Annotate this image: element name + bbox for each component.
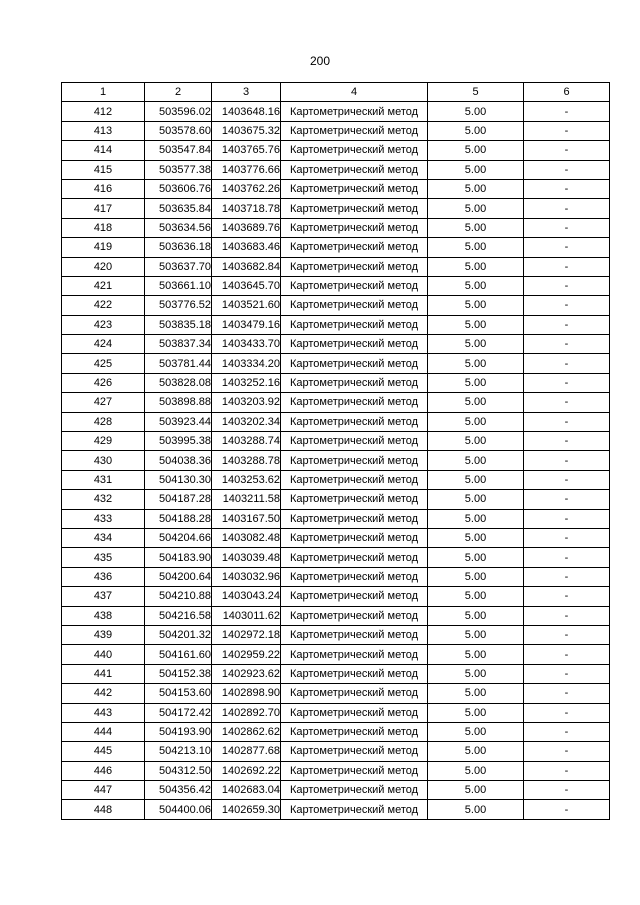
note-cell: - [524,160,610,179]
column-header: 4 [281,83,428,102]
x-coordinate-cell: 503577.38 [145,160,212,179]
x-coordinate-cell: 504188.28 [145,509,212,528]
note-cell: - [524,800,610,819]
point-number-cell: 419 [62,238,145,257]
method-cell: Картометрический метод [281,276,428,295]
table-row [62,587,610,606]
note-cell: - [524,625,610,644]
point-number-cell: 420 [62,257,145,276]
method-cell: Картометрический метод [281,412,428,431]
point-number-cell: 418 [62,218,145,237]
table-row [62,781,610,800]
y-coordinate-cell: 1403683.46 [212,238,281,257]
x-coordinate-cell: 504213.10 [145,742,212,761]
method-cell: Картометрический метод [281,781,428,800]
point-number-cell: 430 [62,451,145,470]
accuracy-cell: 5.00 [428,509,524,528]
point-number-cell: 444 [62,722,145,741]
x-coordinate-cell: 504183.90 [145,548,212,567]
note-cell: - [524,645,610,664]
note-cell: - [524,393,610,412]
point-number-cell: 426 [62,373,145,392]
note-cell: - [524,199,610,218]
y-coordinate-cell: 1402692.22 [212,761,281,780]
x-coordinate-cell: 503578.60 [145,121,212,140]
x-coordinate-cell: 503781.44 [145,354,212,373]
note-cell: - [524,335,610,354]
x-coordinate-cell: 503634.56 [145,218,212,237]
accuracy-cell: 5.00 [428,121,524,140]
point-number-cell: 442 [62,684,145,703]
table-row [62,257,610,276]
accuracy-cell: 5.00 [428,761,524,780]
note-cell: - [524,179,610,198]
point-number-cell: 434 [62,528,145,547]
accuracy-cell: 5.00 [428,141,524,160]
method-cell: Картометрический метод [281,800,428,819]
note-cell: - [524,102,610,121]
method-cell: Картометрический метод [281,432,428,451]
y-coordinate-cell: 1402877.68 [212,742,281,761]
note-cell: - [524,587,610,606]
accuracy-cell: 5.00 [428,490,524,509]
table-row [62,509,610,528]
point-number-cell: 436 [62,567,145,586]
note-cell: - [524,218,610,237]
table-row [62,742,610,761]
note-cell: - [524,141,610,160]
table-row [62,412,610,431]
y-coordinate-cell: 1402862.62 [212,722,281,741]
accuracy-cell: 5.00 [428,315,524,334]
y-coordinate-cell: 1403288.78 [212,451,281,470]
y-coordinate-cell: 1403203.92 [212,393,281,412]
note-cell: - [524,412,610,431]
accuracy-cell: 5.00 [428,684,524,703]
y-coordinate-cell: 1403288.74 [212,432,281,451]
note-cell: - [524,528,610,547]
y-coordinate-cell: 1403645.70 [212,276,281,295]
note-cell: - [524,548,610,567]
x-coordinate-cell: 503635.84 [145,199,212,218]
accuracy-cell: 5.00 [428,587,524,606]
method-cell: Картометрический метод [281,160,428,179]
x-coordinate-cell: 504130.30 [145,470,212,489]
note-cell: - [524,276,610,295]
table-row [62,296,610,315]
coordinates-table [61,82,610,820]
point-number-cell: 414 [62,141,145,160]
note-cell: - [524,684,610,703]
y-coordinate-cell: 1403689.76 [212,218,281,237]
y-coordinate-cell: 1403682.84 [212,257,281,276]
header-row [62,83,610,102]
table-row [62,121,610,140]
table-body [62,102,610,819]
note-cell: - [524,567,610,586]
y-coordinate-cell: 1403082.48 [212,528,281,547]
y-coordinate-cell: 1403043.24 [212,587,281,606]
note-cell: - [524,432,610,451]
accuracy-cell: 5.00 [428,625,524,644]
method-cell: Картометрический метод [281,567,428,586]
note-cell: - [524,606,610,625]
accuracy-cell: 5.00 [428,606,524,625]
point-number-cell: 425 [62,354,145,373]
table-row [62,625,610,644]
y-coordinate-cell: 1403039.48 [212,548,281,567]
table-row [62,761,610,780]
note-cell: - [524,257,610,276]
y-coordinate-cell: 1403776.66 [212,160,281,179]
x-coordinate-cell: 504312.50 [145,761,212,780]
y-coordinate-cell: 1403011.62 [212,606,281,625]
note-cell: - [524,761,610,780]
x-coordinate-cell: 504193.90 [145,722,212,741]
x-coordinate-cell: 504038.36 [145,451,212,470]
method-cell: Картометрический метод [281,470,428,489]
x-coordinate-cell: 504356.42 [145,781,212,800]
y-coordinate-cell: 1403675.32 [212,121,281,140]
table-row [62,199,610,218]
x-coordinate-cell: 504153.60 [145,684,212,703]
method-cell: Картометрический метод [281,102,428,121]
method-cell: Картометрический метод [281,315,428,334]
accuracy-cell: 5.00 [428,276,524,295]
table-row [62,664,610,683]
point-number-cell: 429 [62,432,145,451]
accuracy-cell: 5.00 [428,218,524,237]
point-number-cell: 416 [62,179,145,198]
method-cell: Картометрический метод [281,199,428,218]
accuracy-cell: 5.00 [428,567,524,586]
x-coordinate-cell: 503995.38 [145,432,212,451]
table-row [62,276,610,295]
method-cell: Картометрический метод [281,528,428,547]
point-number-cell: 427 [62,393,145,412]
x-coordinate-cell: 503661.10 [145,276,212,295]
note-cell: - [524,238,610,257]
accuracy-cell: 5.00 [428,800,524,819]
accuracy-cell: 5.00 [428,664,524,683]
table-row [62,451,610,470]
method-cell: Картометрический метод [281,509,428,528]
table-row [62,160,610,179]
method-cell: Картометрический метод [281,393,428,412]
accuracy-cell: 5.00 [428,645,524,664]
method-cell: Картометрический метод [281,606,428,625]
table-row [62,470,610,489]
table-row [62,606,610,625]
x-coordinate-cell: 504152.38 [145,664,212,683]
column-header: 5 [428,83,524,102]
y-coordinate-cell: 1403648.16 [212,102,281,121]
y-coordinate-cell: 1403521.60 [212,296,281,315]
point-number-cell: 412 [62,102,145,121]
point-number-cell: 446 [62,761,145,780]
accuracy-cell: 5.00 [428,373,524,392]
method-cell: Картометрический метод [281,761,428,780]
table-row [62,238,610,257]
table-row [62,315,610,334]
y-coordinate-cell: 1402972.18 [212,625,281,644]
x-coordinate-cell: 504172.42 [145,703,212,722]
x-coordinate-cell: 504216.58 [145,606,212,625]
y-coordinate-cell: 1403765.76 [212,141,281,160]
note-cell: - [524,703,610,722]
x-coordinate-cell: 503776.52 [145,296,212,315]
method-cell: Картометрический метод [281,548,428,567]
y-coordinate-cell: 1403211.58 [212,490,281,509]
y-coordinate-cell: 1402923.62 [212,664,281,683]
method-cell: Картометрический метод [281,218,428,237]
y-coordinate-cell: 1403252.16 [212,373,281,392]
accuracy-cell: 5.00 [428,179,524,198]
table-row [62,141,610,160]
table-row [62,703,610,722]
point-number-cell: 438 [62,606,145,625]
y-coordinate-cell: 1403202.34 [212,412,281,431]
note-cell: - [524,490,610,509]
point-number-cell: 448 [62,800,145,819]
table-row [62,567,610,586]
method-cell: Картометрический метод [281,645,428,664]
point-number-cell: 428 [62,412,145,431]
x-coordinate-cell: 503636.18 [145,238,212,257]
method-cell: Картометрический метод [281,722,428,741]
accuracy-cell: 5.00 [428,102,524,121]
y-coordinate-cell: 1403433.70 [212,335,281,354]
method-cell: Картометрический метод [281,625,428,644]
method-cell: Картометрический метод [281,451,428,470]
point-number-cell: 439 [62,625,145,644]
page-number: 200 [309,54,331,68]
point-number-cell: 441 [62,664,145,683]
y-coordinate-cell: 1403334.20 [212,354,281,373]
point-number-cell: 445 [62,742,145,761]
x-coordinate-cell: 503835.18 [145,315,212,334]
x-coordinate-cell: 504187.28 [145,490,212,509]
x-coordinate-cell: 504161.60 [145,645,212,664]
x-coordinate-cell: 503898.88 [145,393,212,412]
point-number-cell: 443 [62,703,145,722]
accuracy-cell: 5.00 [428,548,524,567]
note-cell: - [524,315,610,334]
method-cell: Картометрический метод [281,587,428,606]
accuracy-cell: 5.00 [428,470,524,489]
method-cell: Картометрический метод [281,141,428,160]
table-header [62,83,610,102]
accuracy-cell: 5.00 [428,354,524,373]
accuracy-cell: 5.00 [428,451,524,470]
point-number-cell: 422 [62,296,145,315]
accuracy-cell: 5.00 [428,160,524,179]
method-cell: Картометрический метод [281,257,428,276]
table-row [62,432,610,451]
x-coordinate-cell: 504201.32 [145,625,212,644]
table-row [62,393,610,412]
method-cell: Картометрический метод [281,684,428,703]
method-cell: Картометрический метод [281,490,428,509]
x-coordinate-cell: 504204.66 [145,528,212,547]
point-number-cell: 417 [62,199,145,218]
y-coordinate-cell: 1403718.78 [212,199,281,218]
method-cell: Картометрический метод [281,121,428,140]
table-row [62,102,610,121]
accuracy-cell: 5.00 [428,393,524,412]
accuracy-cell: 5.00 [428,703,524,722]
accuracy-cell: 5.00 [428,528,524,547]
table-row [62,722,610,741]
accuracy-cell: 5.00 [428,412,524,431]
y-coordinate-cell: 1402959.22 [212,645,281,664]
note-cell: - [524,354,610,373]
table-row [62,218,610,237]
column-header: 1 [62,83,145,102]
point-number-cell: 424 [62,335,145,354]
y-coordinate-cell: 1403253.62 [212,470,281,489]
column-header: 3 [212,83,281,102]
accuracy-cell: 5.00 [428,335,524,354]
accuracy-cell: 5.00 [428,742,524,761]
y-coordinate-cell: 1403167.50 [212,509,281,528]
accuracy-cell: 5.00 [428,722,524,741]
accuracy-cell: 5.00 [428,199,524,218]
y-coordinate-cell: 1403479.16 [212,315,281,334]
note-cell: - [524,296,610,315]
table-row [62,354,610,373]
y-coordinate-cell: 1402892.70 [212,703,281,722]
method-cell: Картометрический метод [281,703,428,722]
y-coordinate-cell: 1403032.96 [212,567,281,586]
note-cell: - [524,451,610,470]
note-cell: - [524,373,610,392]
table-row [62,373,610,392]
note-cell: - [524,664,610,683]
point-number-cell: 432 [62,490,145,509]
point-number-cell: 433 [62,509,145,528]
y-coordinate-cell: 1402683.04 [212,781,281,800]
accuracy-cell: 5.00 [428,781,524,800]
note-cell: - [524,121,610,140]
point-number-cell: 431 [62,470,145,489]
method-cell: Картометрический метод [281,664,428,683]
table-row [62,684,610,703]
column-header: 2 [145,83,212,102]
y-coordinate-cell: 1402659.30 [212,800,281,819]
y-coordinate-cell: 1402898.90 [212,684,281,703]
accuracy-cell: 5.00 [428,296,524,315]
point-number-cell: 447 [62,781,145,800]
table-row [62,548,610,567]
x-coordinate-cell: 503547.84 [145,141,212,160]
note-cell: - [524,742,610,761]
note-cell: - [524,470,610,489]
table-row [62,179,610,198]
table-row [62,800,610,819]
point-number-cell: 437 [62,587,145,606]
accuracy-cell: 5.00 [428,257,524,276]
x-coordinate-cell: 504400.06 [145,800,212,819]
table-row [62,645,610,664]
point-number-cell: 415 [62,160,145,179]
point-number-cell: 413 [62,121,145,140]
note-cell: - [524,722,610,741]
x-coordinate-cell: 503606.76 [145,179,212,198]
method-cell: Картометрический метод [281,238,428,257]
x-coordinate-cell: 504210.88 [145,587,212,606]
table-row [62,490,610,509]
method-cell: Картометрический метод [281,296,428,315]
method-cell: Картометрический метод [281,373,428,392]
y-coordinate-cell: 1403762.26 [212,179,281,198]
point-number-cell: 440 [62,645,145,664]
accuracy-cell: 5.00 [428,432,524,451]
point-number-cell: 421 [62,276,145,295]
table-row [62,335,610,354]
note-cell: - [524,509,610,528]
x-coordinate-cell: 503923.44 [145,412,212,431]
x-coordinate-cell: 503596.02 [145,102,212,121]
method-cell: Картометрический метод [281,742,428,761]
method-cell: Картометрический метод [281,179,428,198]
point-number-cell: 423 [62,315,145,334]
column-header: 6 [524,83,610,102]
method-cell: Картометрический метод [281,354,428,373]
table-row [62,528,610,547]
note-cell: - [524,781,610,800]
x-coordinate-cell: 503637.70 [145,257,212,276]
point-number-cell: 435 [62,548,145,567]
method-cell: Картометрический метод [281,335,428,354]
x-coordinate-cell: 503828.08 [145,373,212,392]
x-coordinate-cell: 503837.34 [145,335,212,354]
accuracy-cell: 5.00 [428,238,524,257]
x-coordinate-cell: 504200.64 [145,567,212,586]
